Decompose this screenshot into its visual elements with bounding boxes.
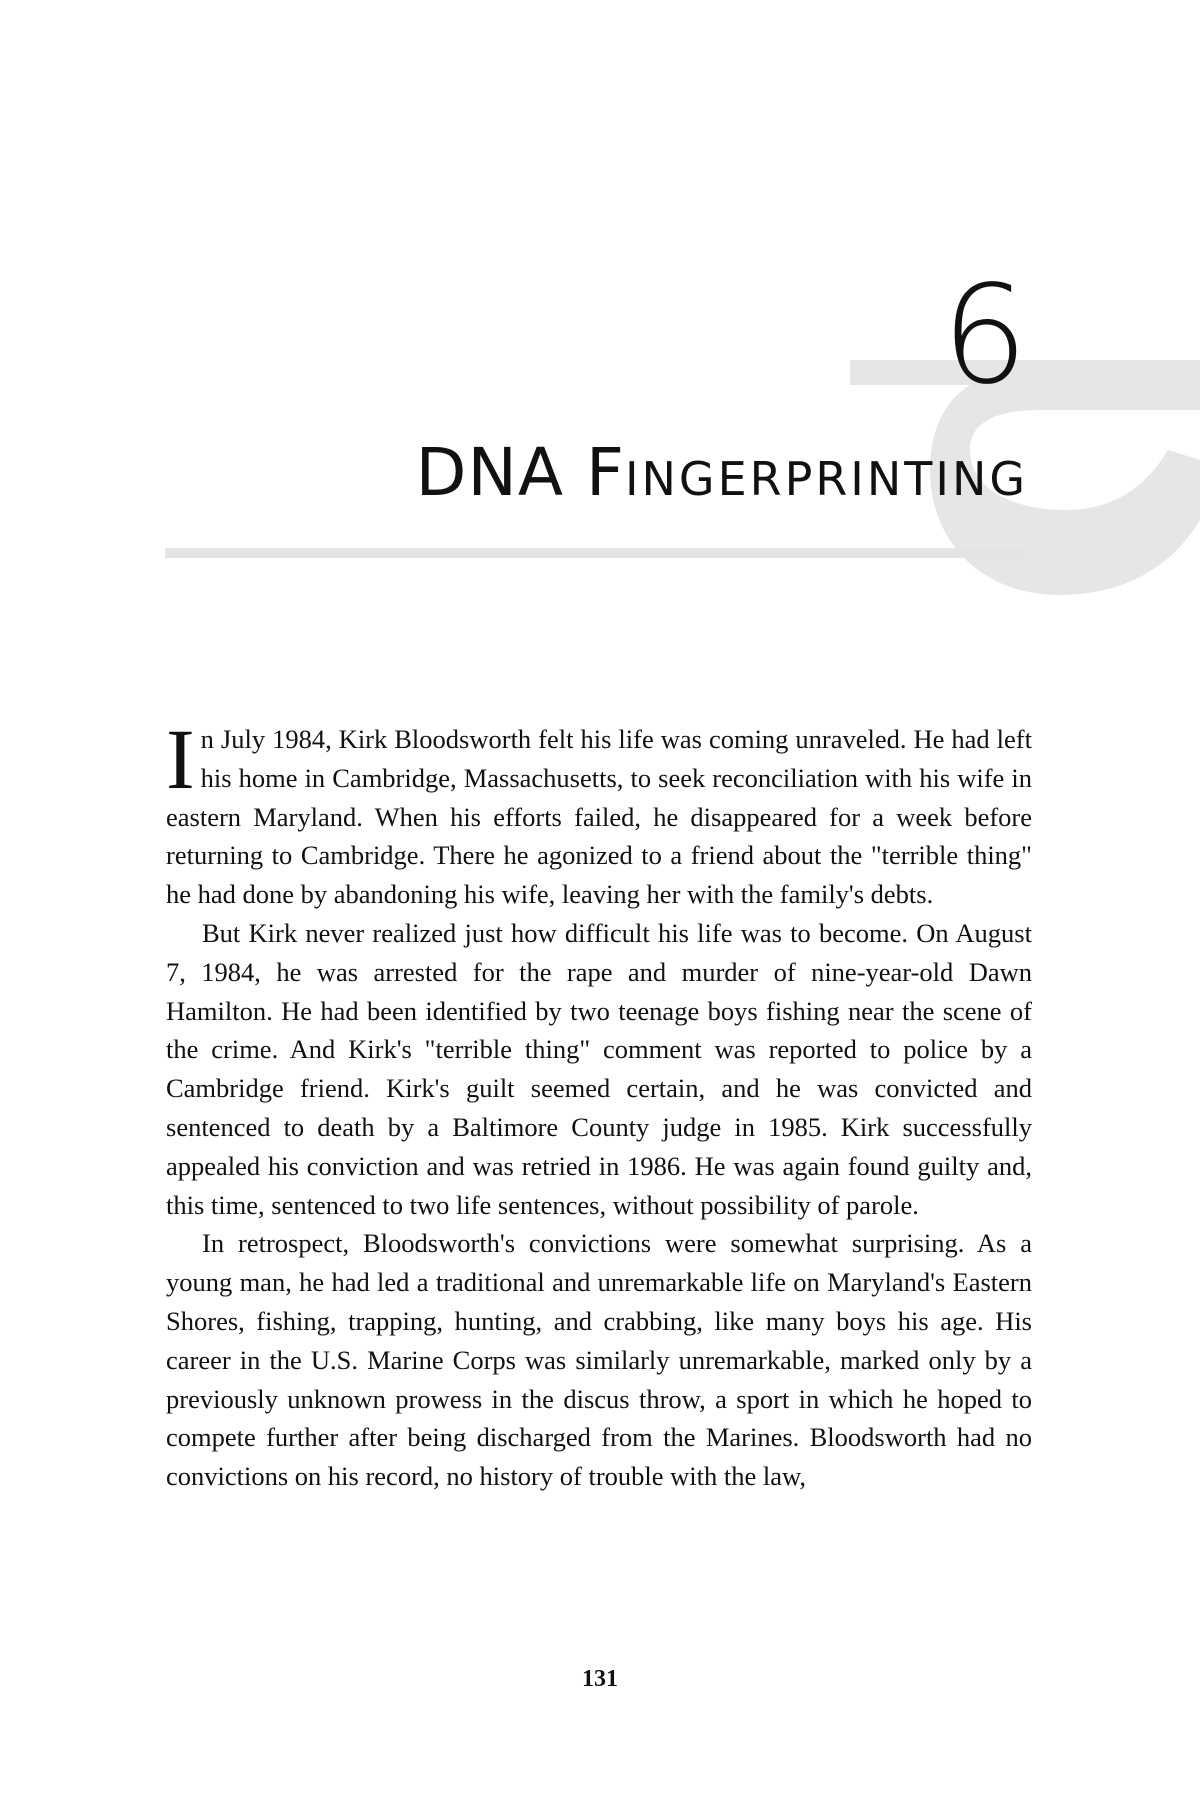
paragraph-2: But Kirk never realized just how difficult his life was to become. On August 7, 1984, he was arrested for the rape and murder of nine-year-old Dawn Hamilton. He had been identified by two teenage boys fishing near the scene of the crime. And Kirk's "terrible thing" comment was reported to police by a Cambridge friend. Kirk's guilt seemed certain, and he was convicted and sentenced to death by a Baltimore County judge in 1985. Kirk successfully appealed his conviction and was retried in 1986. He was again found guilty and, this time, sentenced to two life sentences, without possibility of parole.: [166, 917, 1032, 1220]
chapter-number: 6: [941, 257, 1028, 415]
chapter-title-initials: DNA F: [415, 434, 625, 511]
paragraph-1: [166, 711, 1032, 914]
paragraph-1-text: n July 1984, Kirk Bloodsworth felt his life was coming unraveled. He had left his home in Cambridge, Massachusetts, to seek reconciliation with his wife in eastern Maryland. When his efforts failed, he disappeared for a week before returning to Cambridge. There he agonized to a friend about the "terrible thing" he had done by abandoning his wife, leaving her with the family's debts.: [166, 724, 1032, 910]
page-number: 131: [582, 1666, 618, 1692]
paragraph-3: In retrospect, Bloodsworth's convictions were somewhat surprising. As a young man, he had led a traditional and unremarkable life on Maryland's Eastern Shores, fishing, trapping, hunting, and crabbing, like many boys his age. His career in the U.S. Marine Corps was similarly unremarkable, marked only by a previously unknown prowess in the discus throw, a sport in which he hoped to compete further after being discharged from the Marines. Bloodsworth had no convictions on his record, no history of trouble with the law,: [166, 1228, 1032, 1492]
title-divider-rule: [165, 548, 1025, 558]
chapter-body: [166, 711, 1032, 1496]
chapter-title-small-caps: INGERPRINTING: [624, 452, 1028, 506]
chapter-title: [415, 434, 1028, 511]
drop-cap: I: [166, 711, 195, 807]
